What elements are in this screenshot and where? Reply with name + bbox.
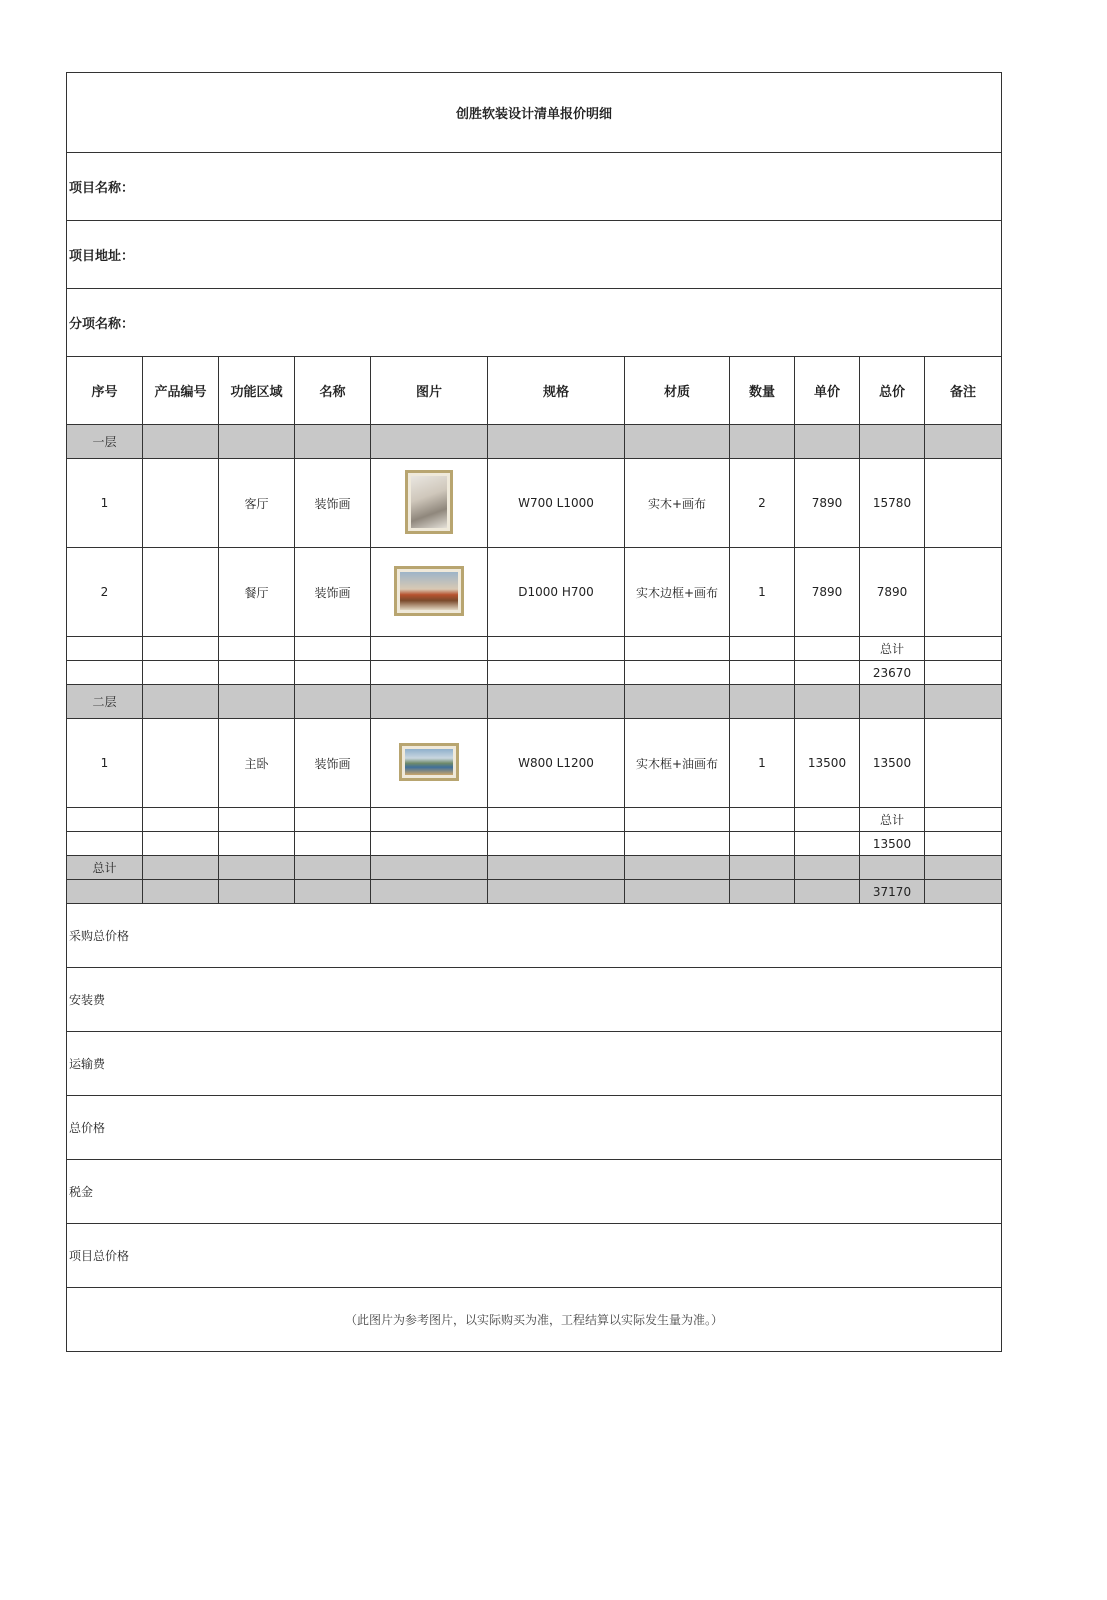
cell-total: 7890 [860,548,925,637]
tax-label: 税金 [67,1160,1002,1224]
col-header-picture: 图片 [371,357,488,425]
purchase-total-label: 采购总价格 [67,904,1002,968]
quote-sheet [66,72,1001,1352]
cell-code [143,459,219,548]
cell-code [143,719,219,808]
cell-spec: W700 L1000 [488,459,625,548]
cell-picture [371,719,488,808]
table-row [67,548,1002,637]
cell-note [925,459,1002,548]
subtotal-label-row [67,808,1002,832]
cell-unit-price: 7890 [795,459,860,548]
cell-seq: 1 [67,459,143,548]
cell-note [925,719,1002,808]
cell-area: 客厅 [219,459,295,548]
grand-total-value: 37170 [860,880,925,904]
grand-total-value-row [67,880,1002,904]
subtotal-label-row [67,637,1002,661]
cell-qty: 1 [730,719,795,808]
cell-qty: 1 [730,548,795,637]
col-header-material: 材质 [625,357,730,425]
cell-spec: D1000 H700 [488,548,625,637]
cell-name: 装饰画 [295,719,371,808]
cell-name: 装饰画 [295,459,371,548]
cell-unit-price: 7890 [795,548,860,637]
cell-material: 实木边框+画布 [625,548,730,637]
cell-qty: 2 [730,459,795,548]
installation-fee-label: 安装费 [67,968,1002,1032]
running-horses-painting [394,566,464,616]
subtotal-label: 总计 [860,637,925,661]
cell-seq: 2 [67,548,143,637]
subitem-name-label: 分项名称： [67,289,1002,357]
cell-name: 装饰画 [295,548,371,637]
col-header-note: 备注 [925,357,1002,425]
cell-picture [371,459,488,548]
project-total-label: 项目总价格 [67,1224,1002,1288]
col-header-name: 名称 [295,357,371,425]
table-row [67,459,1002,548]
transport-fee-label: 运输费 [67,1032,1002,1096]
cell-spec: W800 L1200 [488,719,625,808]
subtotal-label: 总计 [860,808,925,832]
subtotal-value: 23670 [860,661,925,685]
cell-material: 实木+画布 [625,459,730,548]
grand-total-label: 总计 [67,856,143,880]
col-header-qty: 数量 [730,357,795,425]
footnote: （此图片为参考图片，以实际购买为准，工程结算以实际发生量为准。） [67,1288,1002,1352]
cell-area: 主卧 [219,719,295,808]
col-header-total: 总价 [860,357,925,425]
subtotal-value: 13500 [860,832,925,856]
table-row [67,719,1002,808]
subtotal-value-row [67,661,1002,685]
floor-label: 一层 [67,425,143,459]
cell-material: 实木框+油画布 [625,719,730,808]
sheet-title: 创胜软装设计清单报价明细 [67,73,1002,153]
col-header-unit-price: 单价 [795,357,860,425]
col-header-seq: 序号 [67,357,143,425]
total-price-label: 总价格 [67,1096,1002,1160]
cell-code [143,548,219,637]
project-name-label: 项目名称： [67,153,1002,221]
cell-unit-price: 13500 [795,719,860,808]
col-header-spec: 规格 [488,357,625,425]
white-horse-painting [405,470,453,534]
landscape-oil-painting [399,743,459,781]
subtotal-value-row [67,832,1002,856]
project-address-label: 项目地址： [67,221,1002,289]
floor-section-row [67,425,1002,459]
cell-seq: 1 [67,719,143,808]
cell-picture [371,548,488,637]
col-header-code: 产品编号 [143,357,219,425]
col-header-area: 功能区域 [219,357,295,425]
cell-area: 餐厅 [219,548,295,637]
cell-total: 15780 [860,459,925,548]
cell-total: 13500 [860,719,925,808]
floor-section-row [67,685,1002,719]
cell-note [925,548,1002,637]
quote-table [66,72,1002,1352]
grand-total-label-row [67,856,1002,880]
floor-label: 二层 [67,685,143,719]
header-row [67,357,1002,425]
